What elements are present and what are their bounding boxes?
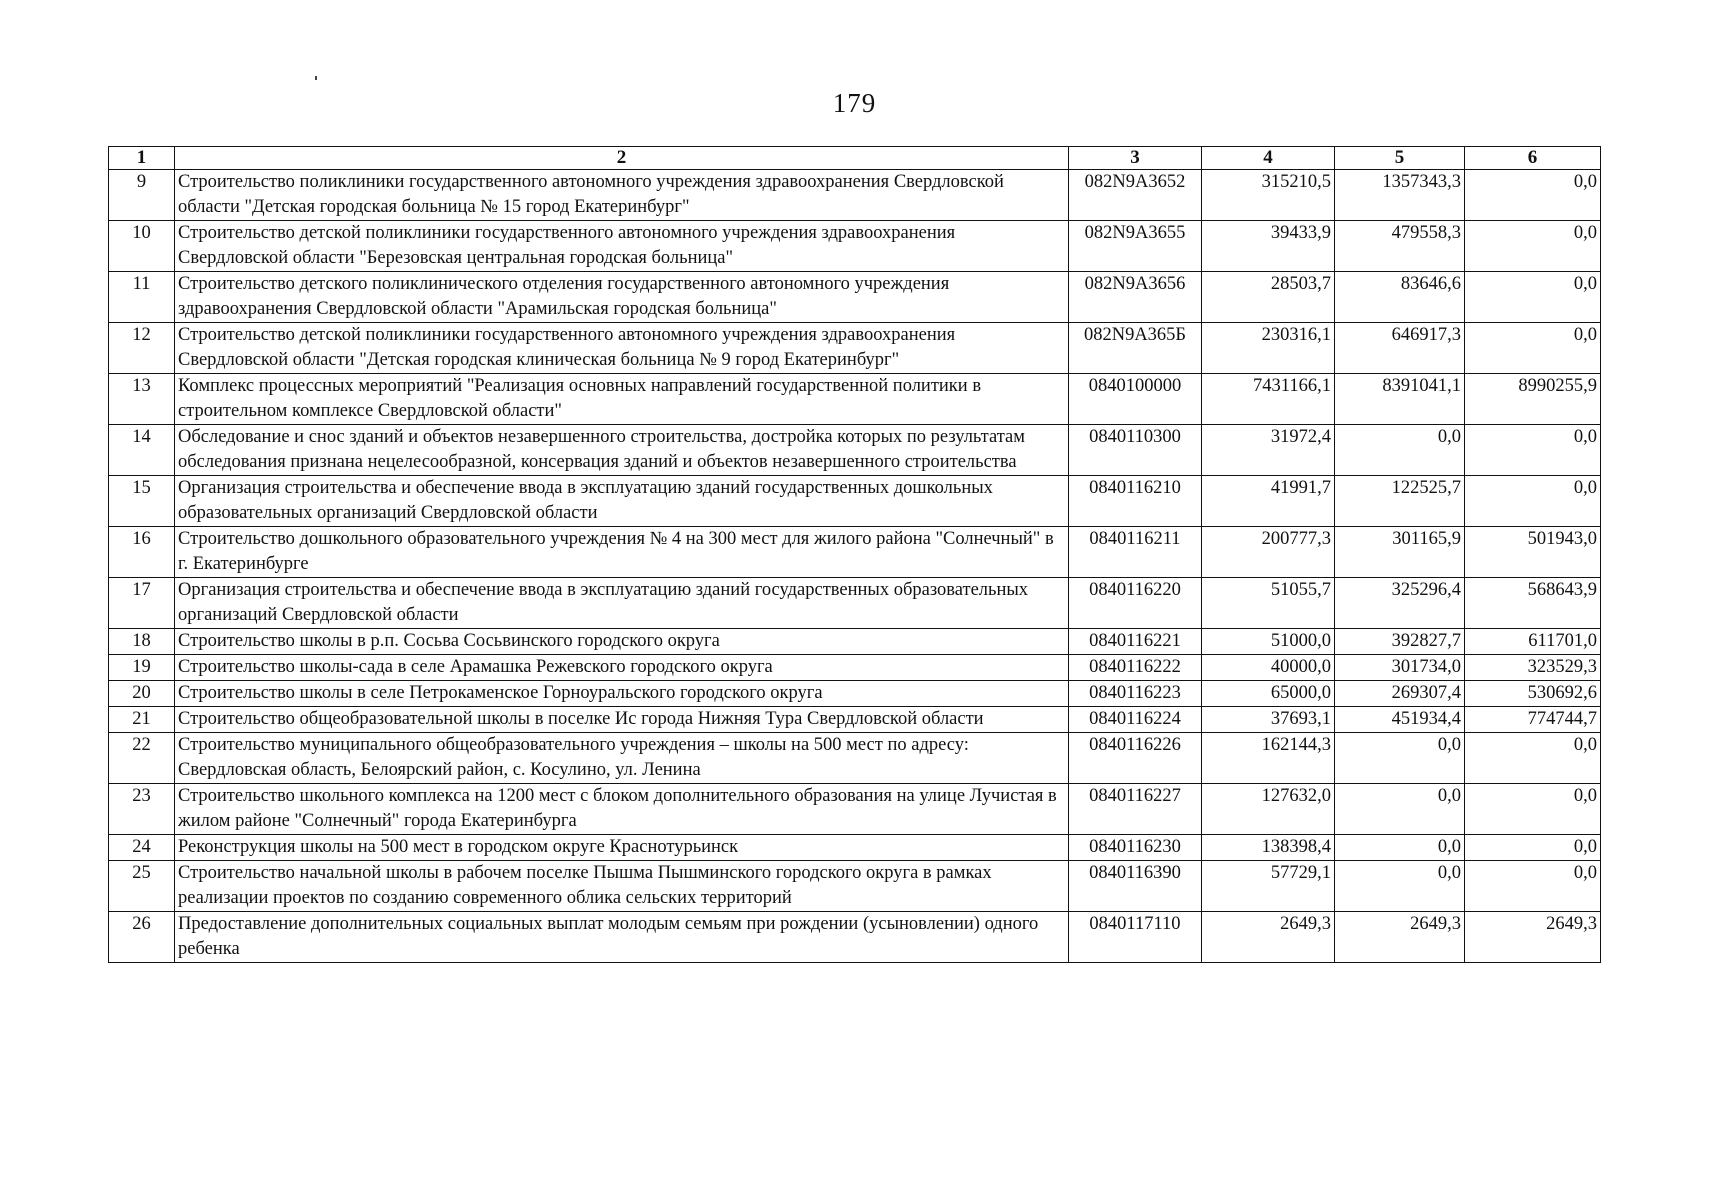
table-row: [109, 912, 1601, 963]
row-value-col5: 0,0: [1335, 425, 1465, 476]
row-description: Строительство школы в селе Петрокаменское Горноуральского городского округа: [175, 681, 1069, 707]
row-value-col6: 0,0: [1465, 733, 1601, 784]
row-value-col4: 127632,0: [1202, 784, 1335, 835]
column-header: 6: [1465, 147, 1601, 170]
row-code: 0840116227: [1069, 784, 1202, 835]
row-number: 10: [109, 221, 175, 272]
table-row: [109, 323, 1601, 374]
row-number: 19: [109, 655, 175, 681]
row-value-col5: 0,0: [1335, 835, 1465, 861]
row-description: Организация строительства и обеспечение ввода в эксплуатацию зданий государственных дошкольных образовательных организаций Свердловской области: [175, 476, 1069, 527]
row-number: 16: [109, 527, 175, 578]
row-description: Строительство поликлиники государственного автономного учреждения здравоохранения Свердловской области "Детская городская больница № 15 город Екатеринбург": [175, 170, 1069, 221]
row-value-col4: 162144,3: [1202, 733, 1335, 784]
table-row: [109, 221, 1601, 272]
row-number: 25: [109, 861, 175, 912]
row-number: 23: [109, 784, 175, 835]
row-description: Комплекс процессных мероприятий "Реализация основных направлений государственной политики в строительном комплексе Свердловской области": [175, 374, 1069, 425]
row-description: Организация строительства и обеспечение ввода в эксплуатацию зданий государственных образовательных организаций Свердловской области: [175, 578, 1069, 629]
row-description: Строительство общеобразовательной школы в поселке Ис города Нижняя Тура Свердловской области: [175, 707, 1069, 733]
table-row: [109, 629, 1601, 655]
row-value-col6: 0,0: [1465, 784, 1601, 835]
table-row: [109, 835, 1601, 861]
row-value-col4: 39433,9: [1202, 221, 1335, 272]
row-code: 0840116222: [1069, 655, 1202, 681]
row-description: Реконструкция школы на 500 мест в городском округе Краснотурьинск: [175, 835, 1069, 861]
row-value-col5: 451934,4: [1335, 707, 1465, 733]
row-number: 17: [109, 578, 175, 629]
row-description: Строительство школьного комплекса на 1200 мест с блоком дополнительного образования на улице Лучистая в жилом районе "Солнечный" города Екатеринбурга: [175, 784, 1069, 835]
column-header: 5: [1335, 147, 1465, 170]
row-value-col6: 2649,3: [1465, 912, 1601, 963]
row-value-col6: 530692,6: [1465, 681, 1601, 707]
row-value-col4: 28503,7: [1202, 272, 1335, 323]
row-value-col6: 0,0: [1465, 221, 1601, 272]
row-code: 0840116390: [1069, 861, 1202, 912]
row-description: Строительство дошкольного образовательного учреждения № 4 на 300 мест для жилого района "Солнечный" в г. Екатеринбурге: [175, 527, 1069, 578]
row-number: 20: [109, 681, 175, 707]
row-number: 11: [109, 272, 175, 323]
table-row: [109, 861, 1601, 912]
row-value-col5: 325296,4: [1335, 578, 1465, 629]
row-description: Строительство муниципального общеобразовательного учреждения – школы на 500 мест по адресу: Свердловская область, Белоярский район, с. Косулино, ул. Ленина: [175, 733, 1069, 784]
row-value-col4: 315210,5: [1202, 170, 1335, 221]
table-row: [109, 784, 1601, 835]
budget-table: [108, 146, 1601, 963]
table-row: [109, 707, 1601, 733]
row-description: Предоставление дополнительных социальных выплат молодым семьям при рождении (усыновлении) одного ребенка: [175, 912, 1069, 963]
row-description: Строительство школы в р.п. Сосьва Сосьвинского городского округа: [175, 629, 1069, 655]
table-row: [109, 476, 1601, 527]
table-header-row: [109, 147, 1601, 170]
row-code: 0840116226: [1069, 733, 1202, 784]
row-code: 082N9A365Б: [1069, 323, 1202, 374]
row-value-col6: 0,0: [1465, 170, 1601, 221]
row-value-col4: 138398,4: [1202, 835, 1335, 861]
row-value-col6: 0,0: [1465, 861, 1601, 912]
row-value-col4: 41991,7: [1202, 476, 1335, 527]
row-value-col6: 568643,9: [1465, 578, 1601, 629]
row-value-col5: 0,0: [1335, 733, 1465, 784]
row-number: 18: [109, 629, 175, 655]
row-value-col6: 774744,7: [1465, 707, 1601, 733]
row-value-col5: 301734,0: [1335, 655, 1465, 681]
row-value-col5: 301165,9: [1335, 527, 1465, 578]
column-header: 3: [1069, 147, 1202, 170]
row-value-col5: 1357343,3: [1335, 170, 1465, 221]
row-value-col4: 2649,3: [1202, 912, 1335, 963]
table-row: [109, 170, 1601, 221]
row-code: 0840116220: [1069, 578, 1202, 629]
row-value-col5: 0,0: [1335, 861, 1465, 912]
row-value-col4: 65000,0: [1202, 681, 1335, 707]
row-value-col6: 611701,0: [1465, 629, 1601, 655]
row-description: Строительство детской поликлиники государственного автономного учреждения здравоохранения Свердловской области "Березовская центральная городская больница": [175, 221, 1069, 272]
row-code: 0840117110: [1069, 912, 1202, 963]
table-row: [109, 578, 1601, 629]
row-value-col4: 200777,3: [1202, 527, 1335, 578]
table-row: [109, 655, 1601, 681]
row-value-col6: 0,0: [1465, 835, 1601, 861]
row-value-col6: 0,0: [1465, 476, 1601, 527]
row-value-col6: 8990255,9: [1465, 374, 1601, 425]
row-number: 22: [109, 733, 175, 784]
row-description: Строительство детской поликлиники государственного автономного учреждения здравоохранения Свердловской области "Детская городская клиническая больница № 9 город Екатеринбург": [175, 323, 1069, 374]
row-description: Строительство детского поликлинического отделения государственного автономного учреждения здравоохранения Свердловской области "Арамильская городская больница": [175, 272, 1069, 323]
page-number: 179: [832, 88, 877, 118]
table-row: [109, 425, 1601, 476]
column-header: 4: [1202, 147, 1335, 170]
row-code: 0840116224: [1069, 707, 1202, 733]
row-description: Строительство начальной школы в рабочем поселке Пышма Пышминского городского округа в рамках реализации проектов по созданию современного облика сельских территорий: [175, 861, 1069, 912]
row-number: 12: [109, 323, 175, 374]
row-value-col6: 501943,0: [1465, 527, 1601, 578]
row-description: Обследование и снос зданий и объектов незавершенного строительства, достройка которых по результатам обследования признана нецелесообразной, консервация зданий и объектов незавершенного строительства: [175, 425, 1069, 476]
row-code: 0840110300: [1069, 425, 1202, 476]
row-value-col4: 7431166,1: [1202, 374, 1335, 425]
row-value-col5: 269307,4: [1335, 681, 1465, 707]
table-row: [109, 733, 1601, 784]
row-value-col5: 479558,3: [1335, 221, 1465, 272]
row-value-col4: 40000,0: [1202, 655, 1335, 681]
row-number: 14: [109, 425, 175, 476]
table-row: [109, 527, 1601, 578]
row-code: 0840116230: [1069, 835, 1202, 861]
row-value-col5: 2649,3: [1335, 912, 1465, 963]
row-value-col4: 51000,0: [1202, 629, 1335, 655]
row-value-col4: 37693,1: [1202, 707, 1335, 733]
scan-speck: [315, 76, 317, 80]
row-value-col4: 230316,1: [1202, 323, 1335, 374]
row-code: 082N9A3655: [1069, 221, 1202, 272]
row-code: 0840116210: [1069, 476, 1202, 527]
row-number: 26: [109, 912, 175, 963]
row-value-col5: 0,0: [1335, 784, 1465, 835]
row-value-col6: 323529,3: [1465, 655, 1601, 681]
row-value-col6: 0,0: [1465, 272, 1601, 323]
row-code: 0840100000: [1069, 374, 1202, 425]
row-number: 13: [109, 374, 175, 425]
row-description: Строительство школы-сада в селе Арамашка Режевского городского округа: [175, 655, 1069, 681]
row-value-col5: 83646,6: [1335, 272, 1465, 323]
row-number: 15: [109, 476, 175, 527]
table-row: [109, 272, 1601, 323]
column-header: 2: [175, 147, 1069, 170]
row-number: 24: [109, 835, 175, 861]
row-code: 0840116223: [1069, 681, 1202, 707]
row-value-col5: 646917,3: [1335, 323, 1465, 374]
row-value-col5: 8391041,1: [1335, 374, 1465, 425]
row-value-col4: 51055,7: [1202, 578, 1335, 629]
row-value-col4: 31972,4: [1202, 425, 1335, 476]
table-row: [109, 374, 1601, 425]
table-body: [109, 170, 1601, 963]
row-code: 0840116221: [1069, 629, 1202, 655]
row-value-col4: 57729,1: [1202, 861, 1335, 912]
row-value-col6: 0,0: [1465, 425, 1601, 476]
column-header: 1: [109, 147, 175, 170]
row-value-col6: 0,0: [1465, 323, 1601, 374]
row-code: 082N9A3652: [1069, 170, 1202, 221]
row-code: 082N9A3656: [1069, 272, 1202, 323]
row-value-col5: 122525,7: [1335, 476, 1465, 527]
row-number: 9: [109, 170, 175, 221]
row-value-col5: 392827,7: [1335, 629, 1465, 655]
row-code: 0840116211: [1069, 527, 1202, 578]
row-number: 21: [109, 707, 175, 733]
table-row: [109, 681, 1601, 707]
